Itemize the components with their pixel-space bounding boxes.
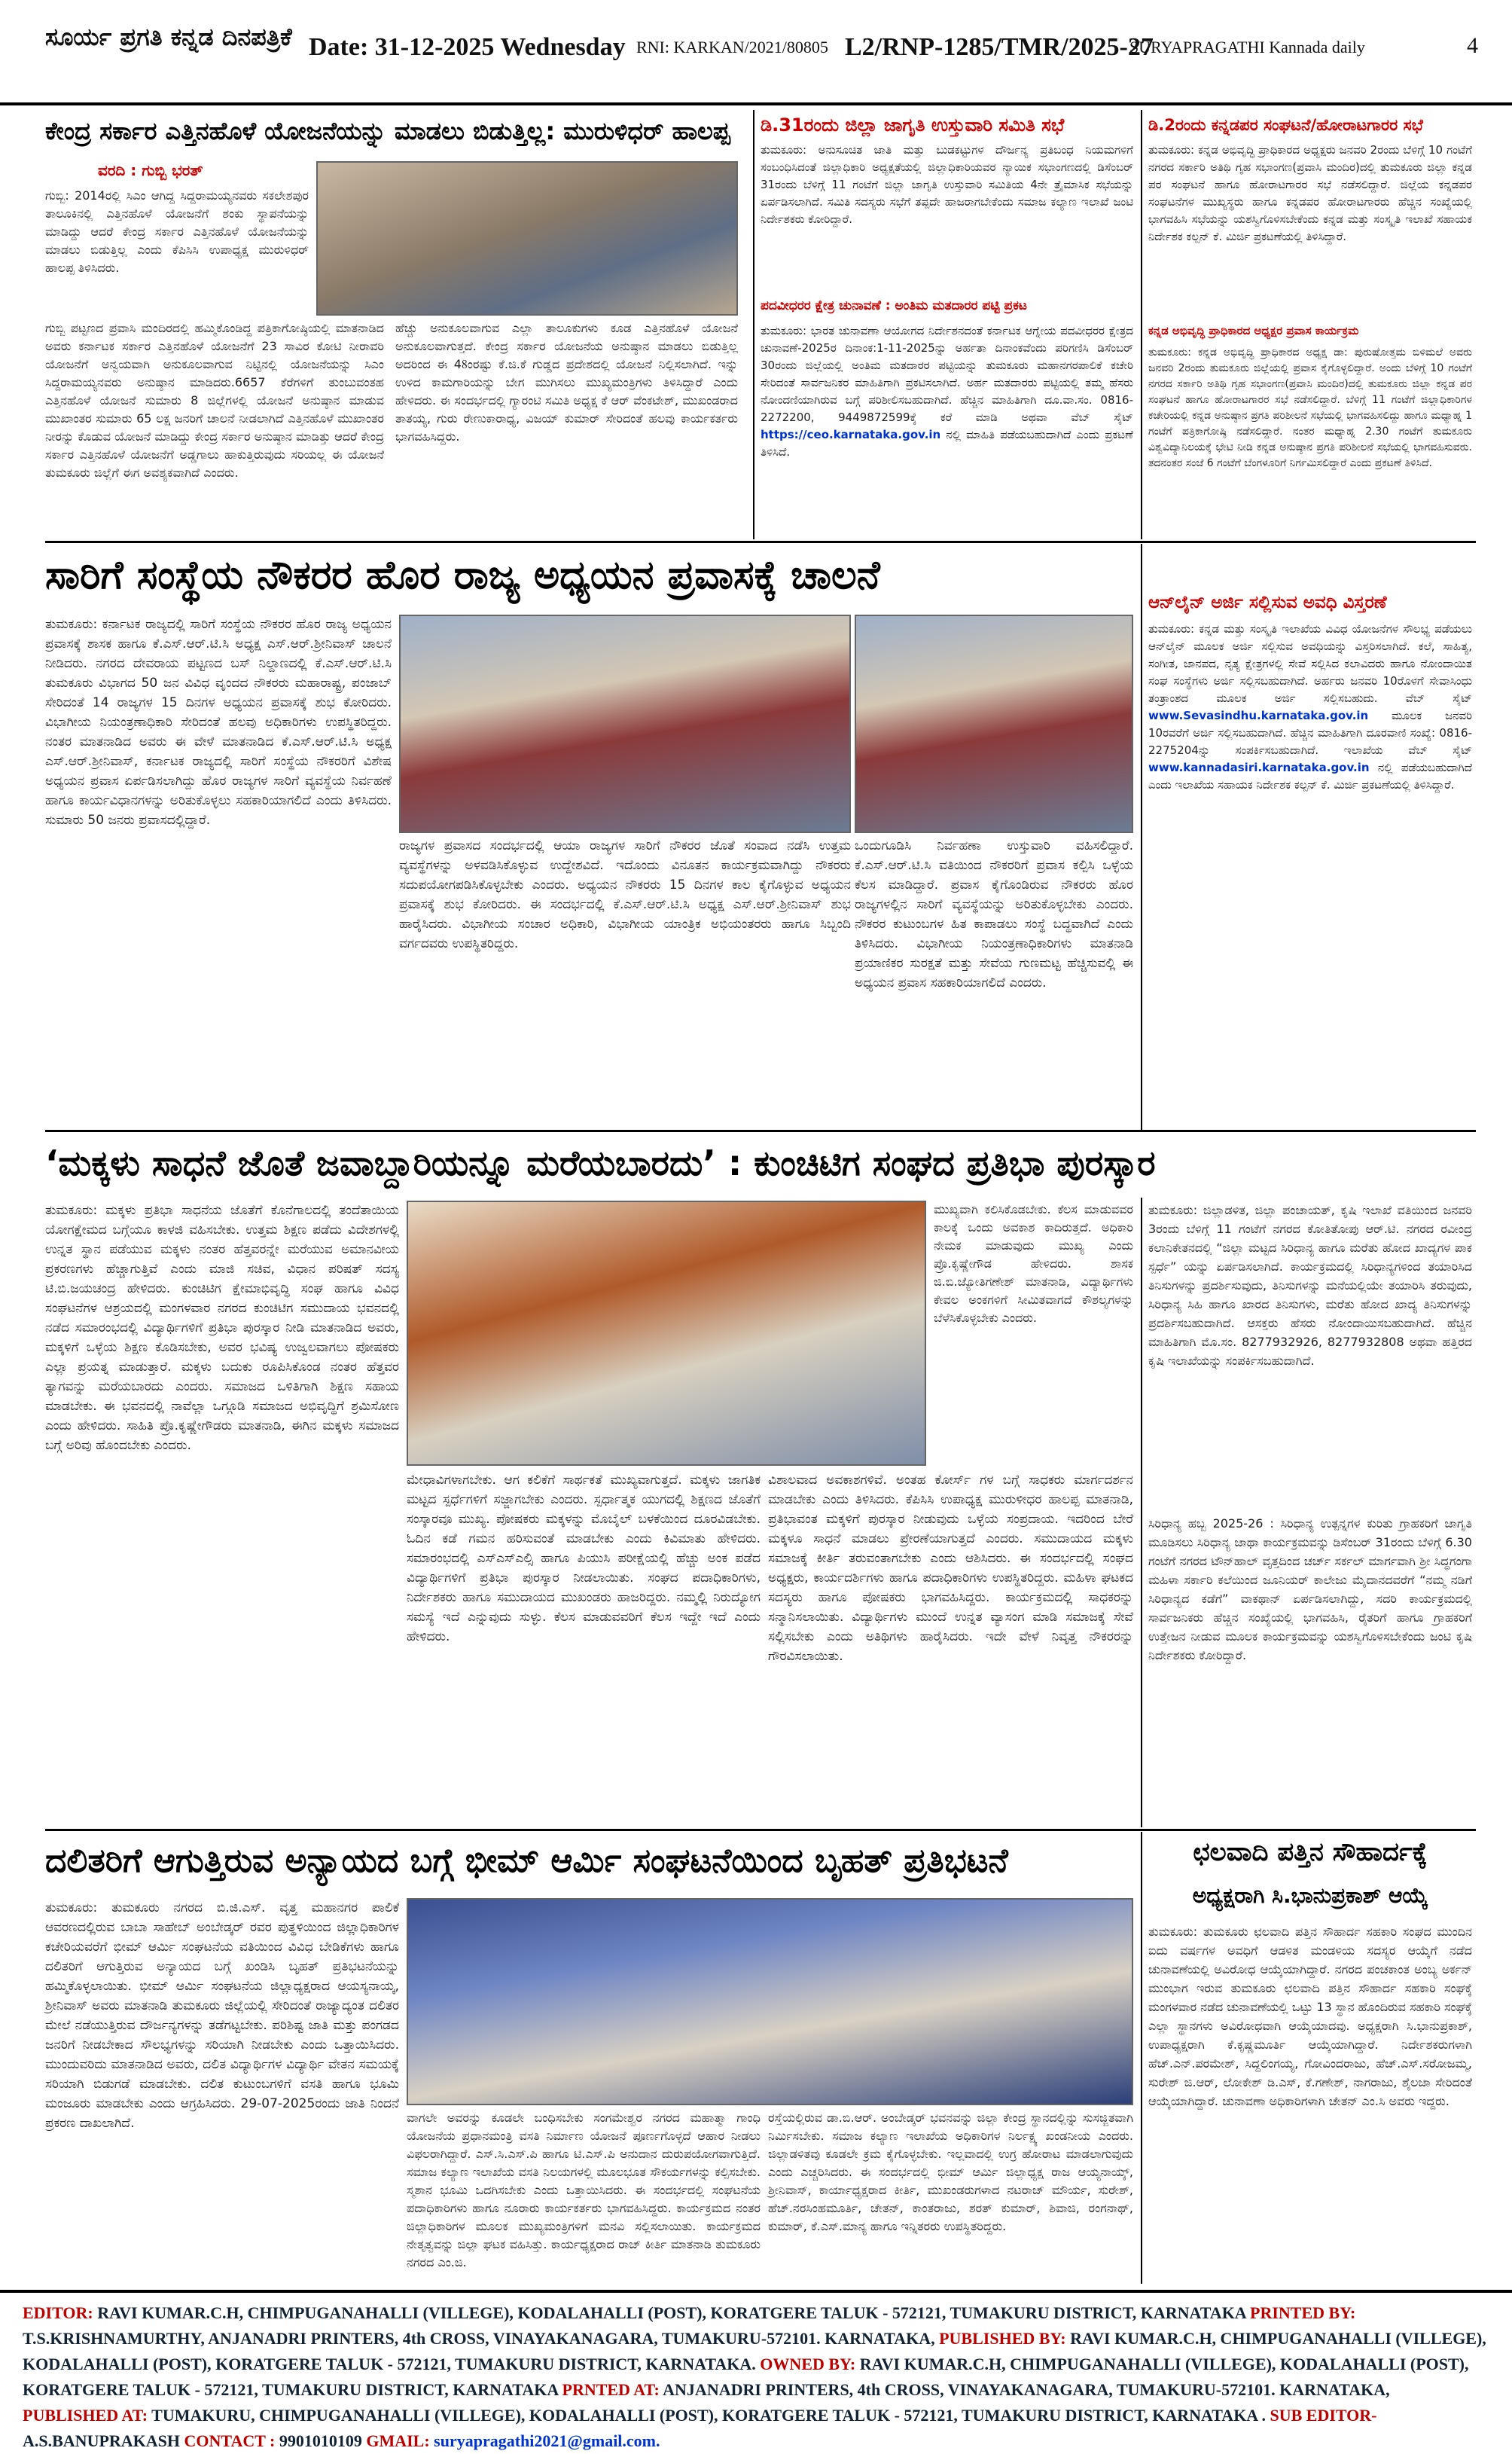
article-4-headline: ಸಾರಿಗೆ ಸಂಸ್ಥೆಯ ನೌಕರರ ಹೊರ ರಾಜ್ಯ ಅಧ್ಯಯನ ಪ್ರವಾಸಕ್ಕೆ ಚಾಲನೆ xyxy=(45,553,880,598)
article-7-body: ತುಮಕೂರು: ಜಿಲ್ಲಾಡಳಿತ, ಜಿಲ್ಲಾ ಪಂಚಾಯತ್, ಕೃಷಿ ಇಲಾಖೆ ವತಿಯಿಂದ ಜನವರಿ 3ರಂದು ಬೆಳಿಗ್ಗೆ 11 ಗಂಟೆಗೆ ನಗರದ ಕೋತಿತೋಪು ಆರ್.ಟಿ. ನಗರದ ರವೀಂದ್ರ ಕಲಾನಿಕೇತನದಲ್ಲಿ “ಜಿಲ್ಲಾ ಮಟ್ಟದ ಸಿರಿಧಾನ್ಯ ಹಾಗೂ ಮರೆತು ಹೋದ ಖಾದ್ಯಗಳ ಪಾಕ ಸ್ಪರ್ಧೆ” ಯನ್ನು ಏರ್ಪಡಿಸಲಾಗಿದೆ. ಕಾರ್ಯಕ್ರಮದಲ್ಲಿ ಸಿರಿಧಾನ್ಯಗಳಿಂದ ತಯಾರಿಸಿದ ತಿನಿಸುಗಳನ್ನು ಪ್ರದರ್ಶಿಸುವುದು, ತಿನಿಸುಗಳನ್ನು ಮನೆಯಲ್ಲಿಯೇ ತಯಾರಿಸಿ ತರುವುದು, ಸಿರಿಧಾನ್ಯ ಸಿಹಿ ಹಾಗೂ ಖಾರದ ತಿನಿಸುಗಳು, ಮರೆತು ಹೋದ ಖಾದ್ಯ ತಿನಿಸುಗಳನ್ನು ಪ್ರದರ್ಶಿಸಬಹುದಾಗಿದೆ. ಆಸಕ್ತರು ಹೆಸರು ನೋಂದಾಯಿಸಬಹುದಾಗಿದೆ. ಹೆಚ್ಚಿನ ಮಾಹಿತಿಗಾಗಿ ಮೊ.ಸಂ. 8277932926, 8277932808 ಅಥವಾ ಹತ್ತಿರದ ಕೃಷಿ ಇಲಾಖೆಯನ್ನು ಸಂಪರ್ಕಿಸಬಹುದಾಗಿದೆ. xyxy=(1148,1203,1472,1368)
gmail-label: GMAIL: xyxy=(366,2431,430,2450)
editor-text: RAVI KUMAR.C.H, CHIMPUGANAHALLI (VILLEGE), KODALAHALLI (POST), KORATGERE TALUK - 572121, TUMAKURU DISTRICT, KARNATAKA xyxy=(97,2303,1246,2322)
article-1-headline: ಕೇಂದ್ರ ಸರ್ಕಾರ ಎತ್ತಿನಹೊಳೆ ಯೋಜನೆಯನ್ನು ಮಾಡಲು ಬಿಡುತ್ತಿಲ್ಲ: ಮುರುಳಿಧರ್ ಹಾಲಪ್ಪ xyxy=(45,117,730,145)
article-2-text-end: ನಲ್ಲಿ ಮಾಹಿತಿ ಪಡೆಯಬಹುದಾಗಿದೆ ಎಂದು ಪ್ರಕಟಣೆ ತಿಳಿಸಿದೆ. xyxy=(761,428,1133,459)
article-8-headline: ದಲಿತರಿಗೆ ಆಗುತ್ತಿರುವ ಅನ್ಯಾಯದ ಬಗ್ಗೆ ಭೀಮ್ ಆರ್ಮಿ ಸಂಘಟನೆಯಿಂದ ಬೃಹತ್ ಪ್ರತಿಭಟನೆ xyxy=(45,1842,1008,1880)
publishedby-text: RAVI KUMAR.C.H, CHIMPUGANAHALLI (VILLEGE), KODALAHALLI (POST), KORATGERE TALUK - 572121, TUMAKURU DISTRICT, KARNATAKA. xyxy=(23,2329,1486,2373)
article-4-photo-2 xyxy=(855,615,1133,833)
article-5-right-top: ಮುಖ್ಯವಾಗಿ ಕಲಿಸಿಕೊಡಬೇಕು. ಕೆಲಸ ಮಾಡುವವರ ಕಾಲಕ್ಕೆ ಒಂದು ಅವಕಾಶ ಕಾದಿರುತ್ತದೆ. ಅಧಿಕಾರಿ ನೇಮಕ ಮಾಡುವುದು ಮುಖ್ಯ ಎಂದು ಪ್ರೊ.ಕೃಷ್ಣೇಗೌಡ ಹೇಳಿದರು. ಶಾಸಕ ಜಿ.ಬಿ.ಜ್ಯೋತಿಗಣೇಶ್ ಮಾತನಾಡಿ, ವಿದ್ಯಾರ್ಥಿಗಳು ಕೇವಲ ಅಂಕಗಳಿಗೆ ಸೀಮಿತವಾಗದೆ ಕೌಶಲ್ಯಗಳನ್ನು ಬೆಳೆಸಿಕೊಳ್ಳಬೇಕು ಎಂದರು. xyxy=(934,1202,1133,1325)
sevasindhu-link[interactable]: www.Sevasindhu.karnataka.gov.in xyxy=(1148,709,1369,722)
article-5-right: ವಿಶಾಲವಾದ ಅವಕಾಶಗಳಿವೆ. ಅಂತಹ ಕೋರ್ಸ್ ಗಳ ಬಗ್ಗೆ ಸಾಧಕರು ಮಾರ್ಗದರ್ಶನ ಮಾಡಬೇಕು ಎಂದು ತಿಳಿಸಿದರು. ಕೆಪಿಸಿಸಿ ಉಪಾಧ್ಯಕ್ಷ ಮುರುಳೀಧರ ಹಾಲಪ್ಪ ಮಾತನಾಡಿ, ಪ್ರತಿಭಾವಂತ ಮಕ್ಕಳಿಗೆ ಪುರಸ್ಕಾರ ನೀಡುವುದು ಒಳ್ಳೆಯ ಸಂಪ್ರದಾಯ. ಇದರಿಂದ ಬೇರೆ ಮಕ್ಕಳೂ ಸಾಧನೆ ಮಾಡಲು ಪ್ರೇರಣೆಯಾಗುತ್ತದೆ ಎಂದರು. ಸಮುದಾಯದ ಮಕ್ಕಳು ಸಮಾಜಕ್ಕೆ ಕೀರ್ತಿ ತರುವಂತಾಗಬೇಕು ಎಂದು ಆಶಿಸಿದರು. ಈ ಸಂದರ್ಭದಲ್ಲಿ ಸಂಘದ ಅಧ್ಯಕ್ಷರು, ಕಾರ್ಯದರ್ಶಿಗಳು ಹಾಗೂ ಪದಾಧಿಕಾರಿಗಳು ಉಪಸ್ಥಿತರಿದ್ದರು. ಮಹಿಳಾ ಘಟಕದ ಸದಸ್ಯರು ಹಾಗೂ ಪೋಷಕರು ಭಾಗವಹಿಸಿದ್ದರು. ಕಾರ್ಯಕ್ರಮದಲ್ಲಿ ಸಾಧಕರನ್ನು ಸನ್ಮಾನಿಸಲಾಯಿತು. ವಿದ್ಯಾರ್ಥಿಗಳು ಮುಂದೆ ಉನ್ನತ ವ್ಯಾಸಂಗ ಮಾಡಿ ಸಮಾಜಕ್ಕೆ ಸೇವೆ ಸಲ್ಲಿಸಬೇಕು ಎಂದು ಅತಿಥಿಗಳು ಹಾರೈಸಿದರು. ಇದೇ ವೇಳೆ ನಿವೃತ್ತ ನೌಕರರನ್ನು ಗೌರವಿಸಲಾಯಿತು. xyxy=(768,1473,1133,1664)
masthead-title: ಸೂರ್ಯ ಪ್ರಗತಿ ಕನ್ನಡ ದಿನಪತ್ರಿಕೆ xyxy=(45,23,292,51)
article-9-body: ತುಮಕೂರು: ತುಮಕೂರು ಛಲವಾದಿ ಪತ್ತಿನ ಸೌಹಾರ್ದ ಸಹಕಾರಿ ಸಂಘದ ಮುಂದಿನ ಐದು ವರ್ಷಗಳ ಅವಧಿಗೆ ಆಡಳಿತ ಮಂಡಳಿಯ ಸದಸ್ಯರ ಆಯ್ಕೆಗೆ ನಡೆದ ಚುನಾವಣೆಯಲ್ಲಿ ಅವಿರೋಧ ಆಯ್ಕೆಯಾಗಿದ್ದಾರೆ. ನಗರದ ಪಂಚಕಾಂತ ಅಂಬ್ಯ ಅರ್ಕನ್ ಮುಂಭಾಗ ಇರುವ ತುಮಕೂರು ಛಲವಾದಿ ಪತ್ತಿನ ಸೌಹಾರ್ದ ಸಹಕಾರಿ ಸಂಘಕ್ಕೆ ಮಂಗಳವಾರ ನಡೆದ ಚುನಾವಣೆಯಲ್ಲಿ ಒಟ್ಟು 13 ಸ್ಥಾನ ಹೊಂದಿರುವ ಸಹಕಾರಿ ಸಂಘಕ್ಕೆ ಎಲ್ಲಾ ಸ್ಥಾನಗಳು ಅವಿರೋಧವಾಗಿ ಆಯ್ಕೆಯಾದವು. ಅಧ್ಯಕ್ಷರಾಗಿ ಸಿ.ಭಾನುಪ್ರಕಾಶ್, ಉಪಾಧ್ಯಕ್ಷರಾಗಿ ಕೆ.ಕೃಷ್ಣಮೂರ್ತಿ ಆಯ್ಕೆಯಾಗಿದ್ದಾರೆ. ನಿರ್ದೇಶಕರುಗಳಾಗಿ ಹೆಚ್.ಎನ್.ಪರಮೇಶ್, ಸಿದ್ದಲಿಂಗಯ್ಯ, ಗೋವಿಂದರಾಜು, ಹೆಚ್.ಎಸ್.ಸರೋಜಮ್ಮ, ಸುರೇಶ್ ಜಿ.ಆರ್, ಲೋಕೇಶ್ ಡಿ.ಎಸ್, ಕೆ.ಗಣೇಶ್, ನಾಗರಾಜು, ಶೈಲಜಾ ಸೇರಿದಂತೆ ಆಯ್ಕೆಯಾಗಿದ್ದಾರೆ. ಚುನಾವಣಾ ಅಧಿಕಾರಿಗಳಾಗಿ ಚೇತನ್ ಎಂ.ಸಿ ಅವರು ಇದ್ದರು. xyxy=(1148,1924,1473,2108)
article-3-headline: ಡಿ.2ರಂದು ಕನ್ನಡಪರ ಸಂಘಟನೆ/ಹೋರಾಟಗಾರರ ಸಭೆ xyxy=(1148,116,1423,134)
column-rule xyxy=(1141,1198,1142,1827)
ownedby-text: RAVI KUMAR.C.H, CHIMPUGANAHALLI (VILLEGE), KODALAHALLI (POST), KORATGERE TALUK - 572121, TUMAKURU DISTRICT, KARNATAKA xyxy=(23,2355,1469,2399)
article-9-headline: ಛಲವಾದಿ ಪತ್ತಿನ ಸೌಹಾರ್ದಕ್ಕೆ xyxy=(1193,1837,1428,1867)
article-5-photo xyxy=(407,1201,926,1466)
article-1-byline: ವರದಿ : ಗುಬ್ಬಿ ಭರತ್ xyxy=(98,161,203,179)
column-rule xyxy=(1141,1832,1142,2284)
printedat-label: PRNTED AT: xyxy=(562,2380,660,2399)
article-2-body-2 xyxy=(761,322,1133,538)
article-1-col1a: ಗುಬ್ಬಿ: 2014ರಲ್ಲಿ ಸಿಎಂ ಆಗಿದ್ದ ಸಿದ್ದರಾಮಯ್ಯನವರು ಸಕಲೇಶಪುರ ತಾಲೂಕಿನಲ್ಲಿ ಎತ್ತಿನಹೊಳೆ ಯೋಜನೆಗೆ ಶಂಕು ಸ್ಥಾಪನೆಯನ್ನು ಮಾಡಿದ್ದು ಆದರೆ ಕೇಂದ್ರ ಸರ್ಕಾರ ಎತ್ತಿನಹೊಳೆ ಯೋಜನೆಯನ್ನು ಮಾಡಲು ಬಿಡುತ್ತಿಲ್ಲ ಎಂದು ಕೆಪಿಸಿಸಿ ಉಪಾಧ್ಯಕ್ಷ ಮುರುಳಿಧರ್ ಹಾಲಪ್ಪ ತಿಳಿಸಿದರು. xyxy=(45,188,309,275)
printedby-label: PRINTED BY: xyxy=(1250,2303,1356,2322)
section-divider xyxy=(45,1829,1476,1831)
article-8-middle: ವಾಗಲೇ ಅವರನ್ನು ಕೂಡಲೇ ಬಂಧಿಸಬೇಕು ಸಂಗಮೇಶ್ವರ ನಗರದ ಮಹಾತ್ಮಾ ಗಾಂಧಿ ಯೋಜನೆಯ ಪ್ರಧಾನಮಂತ್ರಿ ವಸತಿ ನಿರ್ಮಾಣ ಯೋಜನೆ ಪೂರ್ಣಗೊಳ್ಳದೆ ಆಹಾರ ನೀಡಲು ವಿಫಲರಾಗಿದ್ದಾರೆ. ಎಸ್.ಸಿ.ಎಸ್.ಪಿ ಹಾಗೂ ಟಿ.ಎಸ್.ಪಿ ಅನುದಾನ ದುರುಪಯೋಗವಾಗುತ್ತಿದೆ. ಸಮಾಜ ಕಲ್ಯಾಣ ಇಲಾಖೆಯ ವಸತಿ ನಿಲಯಗಳಲ್ಲಿ ಮೂಲಭೂತ ಸೌಕರ್ಯಗಳನ್ನು ಕಲ್ಪಿಸಬೇಕು. ಸ್ಮಶಾನ ಭೂಮಿ ಒದಗಿಸಬೇಕು ಎಂದು ಒತ್ತಾಯಿಸಿದರು. ಈ ಸಂದರ್ಭದಲ್ಲಿ ಸಂಘಟನೆಯ ಪದಾಧಿಕಾರಿಗಳು ಹಾಗೂ ನೂರಾರು ಕಾರ್ಯಕರ್ತರು ಭಾಗವಹಿಸಿದ್ದರು. ಕಾರ್ಯಕ್ರಮದ ನಂತರ ಜಿಲ್ಲಾಧಿಕಾರಿಗಳ ಮೂಲಕ ಮುಖ್ಯಮಂತ್ರಿಗಳಿಗೆ ಮನವಿ ಸಲ್ಲಿಸಲಾಯಿತು. ಕಾರ್ಯಕ್ರಮದ ನೇತೃತ್ವವನ್ನು ಜಿಲ್ಲಾ ಘಟಕ ವಹಿಸಿತ್ತು. ಕಾರ್ಯಧ್ಯಕ್ಷರಾದ ರಾಜ್ ಕೀರ್ತಿ ಮಾತನಾಡಿ ತುಮಕೂರು ನಗರದ ಎಂ.ಜಿ. xyxy=(407,2111,761,2269)
imprint-footer xyxy=(0,2290,1512,2450)
article-8-right: ರಸ್ತೆಯಲ್ಲಿರುವ ಡಾ.ಬಿ.ಆರ್. ಅಂಬೇಡ್ಕರ್ ಭವನವನ್ನು ಜಿಲ್ಲಾ ಕೇಂದ್ರ ಸ್ಥಾನದಲ್ಲಿನ್ನು ಸುಸಜ್ಜಿತವಾಗಿ ನಿರ್ಮಿಸಬೇಕು. ಸಮಾಜ ಕಲ್ಯಾಣ ಇಲಾಖೆಯ ಅಧಿಕಾರಿಗಳ ನಿರ್ಲಕ್ಷ್ಯ ಖಂಡನೀಯ ಎಂದರು. ಜಿಲ್ಲಾಡಳಿತವು ಕೂಡಲೇ ಕ್ರಮ ಕೈಗೊಳ್ಳಬೇಕು. ಇಲ್ಲವಾದಲ್ಲಿ ಉಗ್ರ ಹೋರಾಟ ಮಾಡಲಾಗುವುದು ಎಂದು ಎಚ್ಚರಿಸಿದರು. ಈ ಸಂದರ್ಭದಲ್ಲಿ ಭೀಮ್ ಆರ್ಮಿ ಜಿಲ್ಲಾಧ್ಯಕ್ಷ ರಾಜ ಆಯ್ಯನಾಯ್ಕ್, ಶ್ರೀನಿವಾಸ್, ಕಾರ್ಯಾಧ್ಯಕ್ಷರಾದ ಕೀರ್ತಿ, ಮುಖಂಡರುಗಳಾದ ನಟರಾಜ್ ಮೌರ್ಯ, ಸುರೇಶ್, ಹೆಚ್.ನರಸಿಂಹಮೂರ್ತಿ, ಚೇತನ್, ಕಾಂತರಾಜು, ಶರತ್ ಕುಮಾರ್, ಶಿವಾಜಿ, ರಂಗನಾಥ್, ಕುಮಾರ್, ಕೆ.ಎಸ್.ಮಾನ್ಯ ಹಾಗೂ ಇನ್ನಿತರರು ಉಪಸ್ಥಿತರಿದ್ದರು. xyxy=(768,2111,1133,2233)
article-6-headline: ಆನ್‌ಲೈನ್ ಅರ್ಜಿ ಸಲ್ಲಿಸುವ ಅವಧಿ ವಿಸ್ತರಣೆ xyxy=(1148,593,1387,612)
column-rule xyxy=(1141,544,1142,1130)
article-4-photo xyxy=(399,615,851,833)
contact-label: CONTACT : xyxy=(184,2431,276,2450)
printedby-text: T.S.KRISHNAMURTHY, ANJANADRI PRINTERS, 4th CROSS, VINAYAKANAGARA, TUMAKURU-572101. KARNATAKA, xyxy=(23,2329,935,2348)
editor-label: EDITOR: xyxy=(23,2303,93,2322)
section-divider xyxy=(45,541,1476,543)
article-6-body xyxy=(1148,621,1472,1127)
article-1-photo xyxy=(316,161,738,316)
section-divider xyxy=(45,1130,1476,1132)
article-6-text-2: ಮೂಲಕ ಜನವರಿ 10ರವರೆಗೆ ಅರ್ಜಿ ಸಲ್ಲಿಸಬಹುದಾಗಿದೆ. ಹೆಚ್ಚಿನ ಮಾಹಿತಿಗಾಗಿ ದೂರವಾಣಿ ಸಂಖ್ಯೆ: 0816-2275204ನ್ನು ಸಂಪರ್ಕಿಸಬಹುದಾಗಿದೆ. ಇಲಾಖೆಯ ವೆಬ್ ಸೈಟ್ xyxy=(1148,709,1472,757)
article-3-body-2: ತುಮಕೂರು: ಕನ್ನಡ ಅಭಿವೃದ್ಧಿ ಪ್ರಾಧಿಕಾರದ ಅಧ್ಯಕ್ಷ ಡಾ: ಪುರುಷೋತ್ತಮ ಬಿಳಿಮಲೆ ಅವರು ಜನವರಿ 2ರಂದು ತುಮಕೂರು ಜಿಲ್ಲೆಯಲ್ಲಿ ಪ್ರವಾಸ ಕೈಗೊಳ್ಳಲಿದ್ದಾರೆ. ಅಂದು ಬೆಳಿಗ್ಗೆ 10 ಗಂಟೆಗೆ ನಗರದ ಸರ್ಕಾರಿ ಅತಿಥಿ ಗೃಹ ಸಭಾಂಗಣ(ಪ್ರವಾಸಿ ಮಂದಿರ)ದಲ್ಲಿ ತುಮಕೂರು ಜಿಲ್ಲಾ ಕನ್ನಡ ಪರ ಸಂಘಟನೆ ಹಾಗೂ ಹೋರಾಟಗಾರರ ಸಭೆ ನಡೆಸಲಿದ್ದಾರೆ. ಬೆಳಿಗ್ಗೆ 11 ಗಂಟೆಗೆ ಜಿಲ್ಲಾಧಿಕಾರಿಗಳ ಕಚೇರಿಯಲ್ಲಿ ಕನ್ನಡ ಅನುಷ್ಠಾನ ಪ್ರಗತಿ ಪರಿಶೀಲನೆ ಸಭೆಯಲ್ಲಿ ಭಾಗವಹಿಸಲಿದ್ದು ಹಾಗೂ ಮಧ್ಯಾಹ್ನ 1 ಗಂಟೆಗೆ ಪತ್ರಿಕಾಗೋಷ್ಠಿ ನಡೆಸಲಿದ್ದಾರೆ. ನಂತರ ಮಧ್ಯಾಹ್ನ 2.30 ಗಂಟೆಗೆ ತುಮಕೂರು ವಿಶ್ವವಿದ್ಯಾನಿಲಯಕ್ಕೆ ಭೇಟಿ ನೀಡಿ ಕನ್ನಡ ಅನುಷ್ಠಾನ ಪ್ರಗತಿ ಪರಿಶೀಲನೆ ಸಭೆಯಲ್ಲಿ ಭಾಗವಹಿಸುವರು. ತದನಂತರ ಸಂಜೆ 6 ಗಂಟೆಗೆ ಬೆಂಗಳೂರಿಗೆ ನಿರ್ಗಮಿಸಲಿದ್ದಾರೆ ಎಂದು ಪ್ರಕಟಣೆ ತಿಳಿಸಿದೆ. xyxy=(1148,346,1472,469)
article-8-left: ತುಮಕೂರು: ತುಮಕೂರು ನಗರದ ಬಿ.ಜಿ.ಎಸ್. ವೃತ್ತ ಮಹಾನಗರ ಪಾಲಿಕೆ ಆವರಣದಲ್ಲಿರುವ ಬಾಬಾ ಸಾಹೇಬ್ ಅಂಬೇಡ್ಕರ್ ರವರ ಪುತ್ಥಳಿಯಿಂದ ಜಿಲ್ಲಾಧಿಕಾರಿಗಳ ಕಚೇರಿಯವರೆಗೆ ಭೀಮ್ ಆರ್ಮಿ ಸಂಘಟನೆಯ ವತಿಯಿಂದ ವಿವಿಧ ಬೇಡಿಕೆಗಳು ಹಾಗೂ ದಲಿತರಿಗೆ ಆಗುತ್ತಿರುವ ಅನ್ಯಾಯದ ಬಗ್ಗೆ ಖಂಡಿಸಿ ಬೃಹತ್ ಪ್ರತಿಭಟನೆಯನ್ನು ಹಮ್ಮಿಕೊಳ್ಳಲಾಯಿತು. ಭೀಮ್ ಆರ್ಮಿ ಸಂಘಟನೆಯ ಜಿಲ್ಲಾಧ್ಯಕ್ಷರಾದ ಆಯಸ್ಯನಾಯ್ಕ, ಶ್ರೀನಿವಾಸ್ ಅವರು ಮಾತನಾಡಿ ತುಮಕೂರು ಜಿಲ್ಲೆಯಲ್ಲಿ ಸೇರಿದಂತೆ ರಾಜ್ಯಾದ್ಯಂತ ದಲಿತರ ಮೇಲೆ ನಡೆಯುತ್ತಿರುವ ದೌರ್ಜನ್ಯಗಳನ್ನು ತಡೆಗಟ್ಟಬೇಕು. ಪರಿಶಿಷ್ಟ ಜಾತಿ ಮತ್ತು ಪಂಗಡದ ಜನರಿಗೆ ನೀಡಬೇಕಾದ ಸೌಲಭ್ಯಗಳನ್ನು ಸರಿಯಾಗಿ ನೀಡಬೇಕು ಎಂದು ಒತ್ತಾಯಿಸಿದರು. ಮುಂದುವರಿದು ಮಾತನಾಡಿದ ಅವರು, ದಲಿತ ವಿದ್ಯಾರ್ಥಿಗಳ ವಿದ್ಯಾರ್ಥಿ ವೇತನ ಸಮಯಕ್ಕೆ ಸರಿಯಾಗಿ ಬಿಡುಗಡೆ ಮಾಡಬೇಕು. ದಲಿತ ಕುಟುಂಬಗಳಿಗೆ ವಸತಿ ಹಾಗೂ ಭೂಮಿ ಮಂಜೂರು ಮಾಡಬೇಕು ಎಂದು ಆಗ್ರಹಿಸಿದರು. 29-07-2025ರಂದು ಜಾತಿ ನಿಂದನೆ ಪ್ರಕರಣ ದಾಖಲಾಗಿದೆ. xyxy=(45,1900,399,2131)
article-1-col1b: ಗುಬ್ಬಿ ಪಟ್ಟಣದ ಪ್ರವಾಸಿ ಮಂದಿರದಲ್ಲಿ ಹಮ್ಮಿಕೊಂಡಿದ್ದ ಪತ್ರಿಕಾಗೋಷ್ಠಿಯಲ್ಲಿ ಮಾತನಾಡಿದ ಅವರು ಕರ್ನಾಟಕ ಸರ್ಕಾರ ಎತ್ತಿನಹೊಳೆ ಯೋಜನೆಗೆ 23 ಸಾವಿರ ಕೋಟಿ ನೀರಾವರಿ ಯೋಜನೆಗೆ ಅನ್ವಯವಾಗಿ ಅನುಕೂಲವಾಗುವ ನಿಟ್ಟಿನಲ್ಲಿ ಯೋಜನೆಯನ್ನು ಸಿಎಂ ಸಿದ್ದರಾಮಯ್ಯನವರು ಅನುಷ್ಠಾನ ಮಾಡಿದರು.6657 ಕೆರೆಗಳಿಗೆ ತುಂಬುವಂತಹ ಎತ್ತಿನಹೊಳೆ ಯೋಜನೆ ಸುಮಾರು 8 ಜಿಲ್ಲೆಗಳಲ್ಲಿ ಯೋಜನೆ ಅನುಷ್ಠಾನ ಮಾಡುವ ಮುಖಾಂತರ ಸುಮಾರು 65 ಲಕ್ಷ ಜನರಿಗೆ ಚಾಲನೆ ನೀಡಲಾಗಿದೆ ಎತ್ತಿನಹೊಳೆ ಮುಖಾಂತರ ನೀರನ್ನು ಕೊಡುವ ಯೋಜನೆ ಮಾಡಿದ್ದು ಕೇಂದ್ರ ಸರ್ಕಾರ ಅನುಷ್ಠಾನ ಮಾಡಿತ್ತು ಆದರೆ ಕೇಂದ್ರ ಸರ್ಕಾರ ಎತ್ತಿನಹೊಳೆ ಯೋಜನೆಗೆ ಅಡ್ಡಗಾಲು ಹಾಕುತ್ತಿರುವುದು ಸರಿಯಲ್ಲ ಈ ಯೋಜನೆ ತುಮಕೂರು ಜಿಲ್ಲೆಗೆ ಈಗ ಅವಶ್ಯಕವಾಗಿದೆ ಎಂದರು. xyxy=(45,321,384,480)
page-number: 4 xyxy=(1467,33,1478,58)
article-4-middle: ರಾಜ್ಯಗಳ ಪ್ರವಾಸದ ಸಂದರ್ಭದಲ್ಲಿ ಆಯಾ ರಾಜ್ಯಗಳ ಸಾರಿಗೆ ನೌಕರರ ಜೊತೆ ಸಂವಾದ ನಡೆಸಿ ಉತ್ತಮ ವ್ಯವಸ್ಥೆಗಳನ್ನು ಅಳವಡಿಸಿಕೊಳ್ಳುವ ಉದ್ದೇಶವಿದೆ. ಇದೊಂದು ವಿನೂತನ ಕಾರ್ಯಕ್ರಮವಾಗಿದ್ದು ನೌಕರರು ಸದುಪಯೋಗಪಡಿಸಿಕೊಳ್ಳಬೇಕು ಎಂದರು. ಅಧ್ಯಯನ ನೌಕರರು 15 ದಿನಗಳ ಕಾಲ ಕೈಗೊಳ್ಳುವ ಅಧ್ಯಯನ ಪ್ರವಾಸಕ್ಕೆ ಶುಭ ಕೋರಿದರು. ಈ ಸಂದರ್ಭದಲ್ಲಿ ಕೆ.ಎಸ್.ಆರ್.ಟಿ.ಸಿ ಅಧ್ಯಕ್ಷ ಎಸ್.ಆರ್.ಶ್ರೀನಿವಾಸ್ ಶುಭ ಹಾರೈಸಿದರು. ವಿಭಾಗೀಯ ಸಂಚಾರ ಅಧಿಕಾರಿ, ವಿಭಾಗೀಯ ಯಾಂತ್ರಿಕ ಅಭಿಯಂತರರು ಹಾಗೂ ಸಿಬ್ಬಂದಿ ವರ್ಗದವರು ಉಪಸ್ಥಿತರಿದ್ದರು. xyxy=(399,838,851,951)
masthead-bar xyxy=(0,0,1512,105)
article-9-headline-2: ಅಧ್ಯಕ್ಷರಾಗಿ ಸಿ.ಭಾನುಪ್ರಕಾಶ್ ಆಯ್ಕೆ xyxy=(1192,1883,1428,1908)
subeditor-text: A.S.BANUPRAKASH xyxy=(23,2431,181,2450)
subeditor-label: SUB EDITOR- xyxy=(1270,2406,1377,2425)
column-rule xyxy=(753,110,754,539)
publishedat-text: TUMAKURU, CHIMPUGANAHALLI (VILLEGE), KODALAHALLI (POST), KORATGERE TALUK - 572121, TUMAKURU DISTRICT, KARNATAKA . xyxy=(151,2406,1266,2425)
publishedat-label: PUBLISHED AT: xyxy=(23,2406,148,2425)
article-6-text: ತುಮಕೂರು: ಕನ್ನಡ ಮತ್ತು ಸಂಸ್ಕೃತಿ ಇಲಾಖೆಯ ವಿವಿಧ ಯೋಜನೆಗಳ ಸೌಲಭ್ಯ ಪಡೆಯಲು ಆನ್‌ಲೈನ್ ಮೂಲಕ ಅರ್ಜಿ ಸಲ್ಲಿಸುವ ಅವಧಿಯನ್ನು ವಿಸ್ತರಿಸಲಾಗಿದೆ. ಕಲೆ, ಸಾಹಿತ್ಯ, ಸಂಗೀತ, ಜಾನಪದ, ನೃತ್ಯ ಕ್ಷೇತ್ರಗಳಲ್ಲಿ ಸೇವೆ ಸಲ್ಲಿಸಿದ ಕಲಾವಿದರು ಹಾಗೂ ನೋಂದಾಯಿತ ಸಂಘ ಸಂಸ್ಥೆಗಳು ಅರ್ಜಿ ಸಲ್ಲಿಸಬಹುದಾಗಿದೆ. ಅರ್ಹರು ಜನವರಿ 10ರೊಳಗೆ ಸೇವಾಸಿಂಧು ತಂತ್ರಾಂಶದ ಮೂಲಕ ಅರ್ಜಿ ಸಲ್ಲಿಸಬಹುದು. ವೆಬ್ ಸೈಟ್ xyxy=(1148,622,1472,705)
brand-name: SURYAPRAGATHI Kannada daily xyxy=(1129,38,1365,56)
publishedby-label: PUBLISHED BY: xyxy=(939,2329,1066,2348)
article-1-col2: ಹೆಚ್ಚು ಅನುಕೂಲವಾಗುವ ಎಲ್ಲಾ ತಾಲೂಕುಗಳು ಕೂಡ ಎತ್ತಿನಹೊಳೆ ಯೋಜನೆ ಅನುಕೂಲವಾಗುತ್ತದೆ. ಕೇಂದ್ರ ಸರ್ಕಾರ ಯೋಜನೆಯ ಅನುಷ್ಠಾನ ಮಾಡಲು ಬಿಡುತ್ತಿಲ್ಲ ಅದರಿಂದ ಈ 48ಂರಷ್ಟು ಕೆ.ಜಿ.ಕೆ ಗುಡ್ಡದ ಪ್ರದೇಶದಲ್ಲಿ ಯೋಜನೆ ನಿಲ್ಲಿಸಲಾಗಿದೆ. ಇನ್ನು ಉಳಿದ ಕಾಮಗಾರಿಯನ್ನು ಬೇಗ ಮುಗಿಸಲು ಮುಖ್ಯಮಂತ್ರಿಗಳು ತಿಳಿಸಿದ್ದಾರೆ ಎಂದು ಹೇಳಿದರು. ಈ ಸಂದರ್ಭದಲ್ಲಿ ಗ್ಯಾರಂಟಿ ಸಮಿತಿ ಅಧ್ಯಕ್ಷ ಕೆ ಆರ್ ವೆಂಕಟೇಶ್, ಮುಖಂಡರಾದ ತಾತಯ್ಯ, ಗುರು ರೇಣುಕಾರಾಧ್ಯ, ವಿಜಯ್ ಕುಮಾರ್ ಸೇರಿದಂತೆ ಹಲವು ಕಾರ್ಯಕರ್ತರು ಭಾಗವಹಿಸಿದ್ದರು. xyxy=(395,321,738,444)
article-2-text: ತುಮಕೂರು: ಭಾರತ ಚುನಾವಣಾ ಆಯೋಗದ ನಿರ್ದೇಶನದಂತೆ ಕರ್ನಾಟಕ ಆಗ್ನೇಯ ಪದವೀಧರರ ಕ್ಷೇತ್ರದ ಚುನಾವಣೆ-2025ರ ದಿನಾಂಕ:1-11-2025ನ್ನು ಅರ್ಹತಾ ದಿನಾಂಕವೆಂದು ಪರಿಗಣಿಸಿ ಡಿಸೆಂಬರ್ 30ರಂದು ಜಿಲ್ಲೆಯಲ್ಲಿ ಅಂತಿಮ ಮತದಾರರ ಪಟ್ಟಿಯನ್ನು ತುಮಕೂರು ಮಹಾನಗರಪಾಲಿಕೆ ಕಚೇರಿ ಸೇರಿದಂತೆ ಸಾರ್ವಜನಿಕರ ಮಾಹಿತಿಗಾಗಿ ಪ್ರಕಟಿಸಲಾಗಿದೆ. ಅರ್ಹ ಮತದಾರರು ಪಟ್ಟಿಯಲ್ಲಿ ತಮ್ಮ ಹೆಸರು ನೋಂದಣಿಯಾಗಿರುವ ಬಗ್ಗೆ ಪರಿಶೀಲಿಸಬಹುದಾಗಿದೆ. ಹೆಚ್ಚಿನ ಮಾಹಿತಿಗಾಗಿ ದೂ.ವಾ.ಸಂ. 0816-2272200, 9449872599ಕ್ಕೆ ಕರೆ ಮಾಡಿ ಅಥವಾ ವೆಬ್ ಸೈಟ್ xyxy=(761,324,1133,424)
article-4-right: ಒಂದುಗೂಡಿಸಿ ನಿರ್ವಹಣಾ ಉಸ್ತುವಾರಿ ವಹಿಸಲಿದ್ದಾರೆ. ಕೆ.ಎಸ್.ಆರ್.ಟಿ.ಸಿ ವತಿಯಿಂದ ನೌಕರರಿಗೆ ಪ್ರವಾಸ ಕಲ್ಪಿಸಿ ಒಳ್ಳೆಯ ಕೆಲಸ ಮಾಡಿದ್ದಾರೆ. ಪ್ರವಾಸ ಕೈಗೊಂಡಿರುವ ನೌಕರರು ಹೊರ ರಾಜ್ಯಗಳಲ್ಲಿನ ಸಾರಿಗೆ ವ್ಯವಸ್ಥೆಯನ್ನು ಅರಿತುಕೊಳ್ಳಬೇಕು ಎಂದರು. ನೌಕರರ ಕುಟುಂಬಗಳ ಹಿತ ಕಾಪಾಡಲು ಸಂಸ್ಥೆ ಬದ್ಧವಾಗಿದೆ ಎಂದು ತಿಳಿಸಿದರು. ವಿಭಾಗೀಯ ನಿಯಂತ್ರಣಾಧಿಕಾರಿಗಳು ಮಾತನಾಡಿ ಪ್ರಯಾಣಿಕರ ಸುರಕ್ಷತೆ ಮತ್ತು ಸೇವೆಯ ಗುಣಮಟ್ಟ ಹೆಚ್ಚಿಸುವಲ್ಲಿ ಈ ಅಧ್ಯಯನ ಪ್ರವಾಸ ಸಹಕಾರಿಯಾಗಲಿದೆ ಎಂದರು. xyxy=(855,838,1133,990)
column-rule xyxy=(1141,110,1142,539)
ceo-website-link[interactable]: https://ceo.karnataka.gov.in xyxy=(761,428,941,441)
contact-number: 9901010109 xyxy=(279,2431,362,2450)
article-5-headline: ‘ಮಕ್ಕಳು ಸಾಧನೆ ಜೊತೆ ಜವಾಬ್ದಾರಿಯನ್ನೂ ಮರೆಯಬಾರದು’ : ಕುಂಚಿಟಿಗ ಸಂಘದ ಪ್ರತಿಭಾ ಪುರಸ್ಕಾರ xyxy=(45,1143,1156,1183)
article-3-subhead: ಕನ್ನಡ ಅಭಿವೃದ್ಧಿ ಪ್ರಾಧಿಕಾರದ ಅಧ್ಯಕ್ಷರ ಪ್ರವಾಸ ಕಾರ್ಯಕ್ರಮ xyxy=(1148,324,1359,337)
article-4-left: ತುಮಕೂರು: ಕರ್ನಾಟಕ ರಾಜ್ಯದಲ್ಲಿ ಸಾರಿಗೆ ಸಂಸ್ಥೆಯ ನೌಕರರ ಹೊರ ರಾಜ್ಯ ಅಧ್ಯಯನ ಪ್ರವಾಸಕ್ಕೆ ಶಾಸಕ ಹಾಗೂ ಕೆ.ಎಸ್.ಆರ್.ಟಿ.ಸಿ ಅಧ್ಯಕ್ಷ ಎಸ್.ಆರ್.ಶ್ರೀನಿವಾಸ್ ಚಾಲನೆ ನೀಡಿದರು. ನಗರದ ದೇವರಾಯ ಪಟ್ಟಣದ ಬಸ್ ನಿಲ್ದಾಣದಲ್ಲಿ ಕೆ.ಎಸ್.ಆರ್.ಟಿ.ಸಿ ತುಮಕೂರು ವಿಭಾಗದ 50 ಜನ ವಿವಿಧ ವೃಂದದ ನೌಕರರು ಮಹಾರಾಷ್ಟ್ರ, ಪಂಜಾಬ್ ಸೇರಿದಂತೆ 14 ರಾಜ್ಯಗಳ 15 ದಿನಗಳ ಅಧ್ಯಯನ ಪ್ರವಾಸಕ್ಕೆ ಶುಭ ಕೋರಿದರು. ವಿಭಾಗೀಯ ನಿಯಂತ್ರಣಾಧಿಕಾರಿ ಸೇರಿದಂತೆ ಹಲವು ಅಧಿಕಾರಿಗಳು ಉಪಸ್ಥಿತರಿದ್ದರು. ನಂತರ ಮಾತನಾಡಿದ ಅವರು ಈ ವೇಳೆ ಮಾತನಾಡಿದ ಕೆ.ಎಸ್.ಆರ್.ಟಿ.ಸಿ ಅಧ್ಯಕ್ಷ ಎಸ್.ಆರ್.ಶ್ರೀನಿವಾಸ್, ಕರ್ನಾಟಕ ರಾಜ್ಯದಲ್ಲಿ ಸಾರಿಗೆ ಸಂಸ್ಥೆಯ ನೌಕರರಿಗೆ ವಿಶೇಷ ಅಧ್ಯಯನ ಪ್ರವಾಸ ಏರ್ಪಡಿಸಲಾಗಿದ್ದು ಹೊರ ರಾಜ್ಯಗಳ ಸಾರಿಗೆ ವ್ಯವಸ್ಥೆಯ ನಿರ್ವಹಣೆ ಹಾಗೂ ಕಾರ್ಯವಿಧಾನಗಳನ್ನು ಅರಿತುಕೊಳ್ಳಲು ಸಹಕಾರಿಯಾಗಲಿದೆ ಎಂದು ತಿಳಿಸಿದರು. ಸುಮಾರು 50 ಜನರು ಪ್ರವಾಸದಲ್ಲಿದ್ದಾರೆ. xyxy=(45,617,392,828)
printedat-text: ANJANADRI PRINTERS, 4th CROSS, VINAYAKANAGARA, TUMAKURU-572101. KARNATAKA, xyxy=(663,2380,1390,2399)
article-5-left: ತುಮಕೂರು: ಮಕ್ಕಳು ಪ್ರತಿಭಾ ಸಾಧನೆಯ ಜೊತೆಗೆ ಕೊನೆಗಾಲದಲ್ಲಿ ತಂದೆತಾಯಿಯ ಯೋಗಕ್ಷೇಮದ ಬಗ್ಗೆಯೂ ಕಾಳಜಿ ವಹಿಸಬೇಕು. ಉತ್ತಮ ಶಿಕ್ಷಣ ಪಡೆದು ವಿದೇಶಗಳಲ್ಲಿ ಉನ್ನತ ಸ್ಥಾನ ಪಡೆಯುವ ಮಕ್ಕಳು ನಂತರ ಹೆತ್ತವರನ್ನೇ ಮರೆಯುವ ಅಮಾನವೀಯ ಪ್ರಕರಣಗಳು ಹೆಚ್ಚಾಗುತ್ತಿವೆ ಎಂದು ಮಾಜಿ ಸಚಿವ, ವಿಧಾನ ಪರಿಷತ್ ಸದಸ್ಯ ಟಿ.ಬಿ.ಜಯಚಂದ್ರ ಹೇಳಿದರು. ಕುಂಚಿಟಿಗ ಕ್ಷೇಮಾಭಿವೃದ್ಧಿ ಸಂಘ ಹಾಗೂ ವಿವಿಧ ಸಂಘಟನೆಗಳ ಆಶ್ರಯದಲ್ಲಿ ಮಂಗಳವಾರ ನಗರದ ಕುಂಚಿಟಿಗ ಸಮುದಾಯ ಭವನದಲ್ಲಿ ನಡೆದ ಸಮಾರಂಭದಲ್ಲಿ ವಿದ್ಯಾರ್ಥಿಗಳಿಗೆ ಪ್ರತಿಭಾ ಪುರಸ್ಕಾರ ನೀಡಿ ಮಾತನಾಡಿದ ಅವರು, ಮಕ್ಕಳಿಗೆ ಒಳ್ಳೆಯ ಶಿಕ್ಷಣ ಕೊಡಿಸಬೇಕು, ಅವರ ಭವಿಷ್ಯ ಉಜ್ವಲವಾಗಲು ಪೋಷಕರು ಎಲ್ಲಾ ಪ್ರಯತ್ನ ಮಾಡುತ್ತಾರೆ. ಮಕ್ಕಳು ಬದುಕು ರೂಪಿಸಿಕೊಂಡ ನಂತರ ಹೆತ್ತವರ ತ್ಯಾಗವನ್ನು ಮರೆಯಬಾರದು ಎಂದರು. ಸಮಾಜದ ಒಳಿತಿಗಾಗಿ ಶಿಕ್ಷಣ ಸಹಾಯ ಮಾಡಬೇಕು. ಈ ಭವನದಲ್ಲಿ ನಾವೆಲ್ಲಾ ಒಗ್ಗೂಡಿ ಸಮಾಜದ ಅಭಿವೃದ್ಧಿಗೆ ಶ್ರಮಿಸೋಣ ಎಂದು ಹೇಳಿದರು. ಸಾಹಿತಿ ಪ್ರೊ.ಕೃಷ್ಣೇಗೌಡರು ಮಾತನಾಡಿ, ಈಗಿನ ಮಕ್ಕಳು ಸಮಾಜದ ಬಗ್ಗೆ ಅರಿವು ಹೊಂದಬೇಕು ಎಂದರು. xyxy=(45,1203,399,1453)
article-2-headline: ಡಿ.31ರಂದು ಜಿಲ್ಲಾ ಜಾಗೃತಿ ಉಸ್ತುವಾರಿ ಸಮಿತಿ ಸಭೆ xyxy=(761,114,1065,136)
article-3-body: ತುಮಕೂರು: ಕನ್ನಡ ಅಭಿವೃದ್ಧಿ ಪ್ರಾಧಿಕಾರದ ಅಧ್ಯಕ್ಷರು ಜನವರಿ 2ರಂದು ಬೆಳಿಗ್ಗೆ 10 ಗಂಟೆಗೆ ನಗರದ ಸರ್ಕಾರಿ ಅತಿಥಿ ಗೃಹ ಸಭಾಂಗಣ(ಪ್ರವಾಸಿ ಮಂದಿರ)ದಲ್ಲಿ ತುಮಕೂರು ಜಿಲ್ಲಾ ಕನ್ನಡ ಪರ ಸಂಘಟನೆ ಹಾಗೂ ಹೋರಾಟಗಾರರ ಸಭೆ ನಡೆಸಲಿದ್ದಾರೆ. ಜಿಲ್ಲೆಯ ಕನ್ನಡಪರ ಸಂಘಟನೆಗಳ ಮುಖ್ಯಸ್ಥರು ಹಾಗೂ ಕನ್ನಡಪರ ಹೋರಾಟಗಾರರು ಹೆಚ್ಚಿನ ಸಂಖ್ಯೆಯಲ್ಲಿ ಭಾಗವಹಿಸಿ ಸಭೆಯನ್ನು ಯಶಸ್ವಿಗೊಳಿಸಬೇಕೆಂದು ಕನ್ನಡ ಮತ್ತು ಸಂಸ್ಕೃತಿ ಇಲಾಖೆ ಸಹಾಯಕ ನಿರ್ದೇಶಕ ಕಲ್ಪನ್ ಕೆ. ಮಿರ್ಜಿ ಪ್ರಕಟಣೆಯಲ್ಲಿ ತಿಳಿಸಿದ್ದಾರೆ. xyxy=(1148,143,1472,243)
gmail-address[interactable]: suryapragathi2021@gmail.com. xyxy=(434,2431,660,2450)
article-2-subhead: ಪದವೀಧರರ ಕ್ಷೇತ್ರ ಚುನಾವಣೆ : ಅಂತಿಮ ಮತದಾರರ ಪಟ್ಟಿ ಪ್ರಕಟ xyxy=(761,298,1027,313)
ownedby-label: OWNED BY: xyxy=(760,2355,856,2373)
article-8-photo xyxy=(407,1898,1133,2105)
kannadasiri-link[interactable]: www.kannadasiri.karnataka.gov.in xyxy=(1148,761,1370,774)
article-5-middle: ಮೇಧಾವಿಗಳಾಗಬೇಕು. ಆಗ ಕಲಿಕೆಗೆ ಸಾರ್ಥಕತೆ ಮುಖ್ಯವಾಗುತ್ತದೆ. ಮಕ್ಕಳು ಜಾಗತಿಕ ಮಟ್ಟದ ಸ್ಪರ್ಧೆಗಳಿಗೆ ಸಜ್ಜಾಗಬೇಕು ಎಂದರು. ಸ್ಪರ್ಧಾತ್ಮಕ ಯುಗದಲ್ಲಿ ಶಿಕ್ಷಣದ ಜೊತೆಗೆ ಸಂಸ್ಕಾರವೂ ಮುಖ್ಯ. ಪೋಷಕರು ಮಕ್ಕಳನ್ನು ಮೊಬೈಲ್ ಬಳಕೆಯಿಂದ ದೂರವಿಡಬೇಕು. ಓದಿನ ಕಡೆ ಗಮನ ಹರಿಸುವಂತೆ ಮಾಡಬೇಕು ಎಂದು ಕಿವಿಮಾತು ಹೇಳಿದರು. ಸಮಾರಂಭದಲ್ಲಿ ಎಸ್ಎಸ್ಎಲ್ಸಿ ಹಾಗೂ ಪಿಯುಸಿ ಪರೀಕ್ಷೆಯಲ್ಲಿ ಹೆಚ್ಚು ಅಂಕ ಪಡೆದ ವಿದ್ಯಾರ್ಥಿಗಳಿಗೆ ಪ್ರತಿಭಾ ಪುರಸ್ಕಾರ ನೀಡಲಾಯಿತು. ಸಂಘದ ಪದಾಧಿಕಾರಿಗಳು, ನಿರ್ದೇಶಕರು ಹಾಗೂ ಸಮುದಾಯದ ಮುಖಂಡರು ಹಾಜರಿದ್ದರು. ನಮ್ಮಲ್ಲಿ ನಿರುದ್ಯೋಗ ಸಮಸ್ಯೆ ಇದೆ ಎನ್ನುವುದು ಸುಳ್ಳು. ಕೆಲಸ ಮಾಡುವವರಿಗೆ ಕೆಲಸ ಇದ್ದೇ ಇದೆ ಎಂದು ಹೇಳಿದರು. xyxy=(407,1473,761,1644)
article-6-text-3: ನಲ್ಲಿ ಪಡೆಯಬಹುದಾಗಿದೆ ಎಂದು ಇಲಾಖೆಯ ಸಹಾಯಕ ನಿರ್ದೇಶಕ ಕಲ್ಪನ್ ಕೆ. ಮಿರ್ಜಿ ಪ್ರಕಟಣೆಯಲ್ಲಿ ತಿಳಿಸಿದ್ದಾರೆ. xyxy=(1148,761,1472,792)
issue-date: Date: 31-12-2025 Wednesday xyxy=(309,33,626,61)
article-2-body: ತುಮಕೂರು: ಅನುಸೂಚಿತ ಜಾತಿ ಮತ್ತು ಬುಡಕಟ್ಟುಗಳ ದೌರ್ಜನ್ಯ ಪ್ರತಿಬಂಧ ನಿಯಮಗಳಿಗೆ ಸಂಬಂಧಿಸಿದಂತೆ ಜಿಲ್ಲಾಧಿಕಾರಿ ಅಧ್ಯಕ್ಷತೆಯಲ್ಲಿ ಜಿಲ್ಲಾಧಿಕಾರಿಯವರ ನ್ಯಾಯಿಕ ಸಭಾಂಗಣದಲ್ಲಿ ಡಿಸೆಂಬರ್ 31ರಂದು ಬೆಳಿಗ್ಗೆ 11 ಗಂಟೆಗೆ ಜಿಲ್ಲಾ ಜಾಗೃತಿ ಉಸ್ತುವಾರಿ ಸಮಿತಿಯ 4ನೇ ತ್ರೈಮಾಸಿಕ ಸಭೆಯನ್ನು ಏರ್ಪಡಿಸಲಾಗಿದೆ. ಸಮಿತಿ ಸದಸ್ಯರು ಸಭೆಗೆ ತಪ್ಪದೇ ಹಾಜರಾಗಬೇಕೆಂದು ಸಮಾಜ ಕಲ್ಯಾಣ ಇಲಾಖೆ ಜಂಟಿ ನಿರ್ದೇಶಕರು ಕೋರಿದ್ದಾರೆ. xyxy=(761,143,1133,226)
article-7-body-2: ಸಿರಿಧಾನ್ಯ ಹಬ್ಬ 2025-26 : ಸಿರಿಧಾನ್ಯ ಉತ್ಪನ್ನಗಳ ಕುರಿತು ಗ್ರಾಹಕರಿಗೆ ಜಾಗೃತಿ ಮೂಡಿಸಲು ಸಿರಿಧಾನ್ಯ ಜಾಥಾ ಕಾರ್ಯಕ್ರಮವನ್ನು ಡಿಸೆಂಬರ್ 31ರಂದು ಬೆಳಿಗ್ಗೆ 6.30 ಗಂಟೆಗೆ ನಗರದ ಟೌನ್‌ಹಾಲ್ ವೃತ್ತದಿಂದ ಚರ್ಚ್ ಸರ್ಕಲ್ ಮಾರ್ಗವಾಗಿ ಶ್ರೀ ಸಿದ್ಧಗಂಗಾ ಮಹಿಳಾ ಸರ್ಕಾರಿ ಕಲೆಯಿಂದ ಜೂನಿಯರ್ ಕಾಲೇಜು ಮೈದಾನದವರೆಗೆ “ನಮ್ಮ ನಡಿಗೆ ಸಿರಿಧಾನ್ಯದ ಕಡೆಗೆ” ವಾಕಥಾನ್ ಏರ್ಪಡಿಸಲಾಗಿದ್ದು, ಸದರಿ ಕಾರ್ಯಕ್ರಮದಲ್ಲಿ ಸಾರ್ವಜನಿಕರು ಹೆಚ್ಚಿನ ಸಂಖ್ಯೆಯಲ್ಲಿ ಭಾಗವಹಿಸಿ, ರೈತರಿಗೆ ಹಾಗೂ ಗ್ರಾಹಕರಿಗೆ ಉತ್ತೇಜನ ನೀಡುವ ಮೂಲಕ ಕಾರ್ಯಕ್ರಮವನ್ನು ಯಶಸ್ವಿಗೊಳಿಸಬೇಕೆಂದು ಜಂಟಿ ಕೃಷಿ ನಿರ್ದೇಶಕರು ಕೋರಿದ್ದಾರೆ. xyxy=(1148,1516,1472,1662)
registration-number: L2/RNP-1285/TMR/2025-27 xyxy=(845,33,1154,61)
rni-number: RNI: KARKAN/2021/80805 xyxy=(636,38,828,56)
